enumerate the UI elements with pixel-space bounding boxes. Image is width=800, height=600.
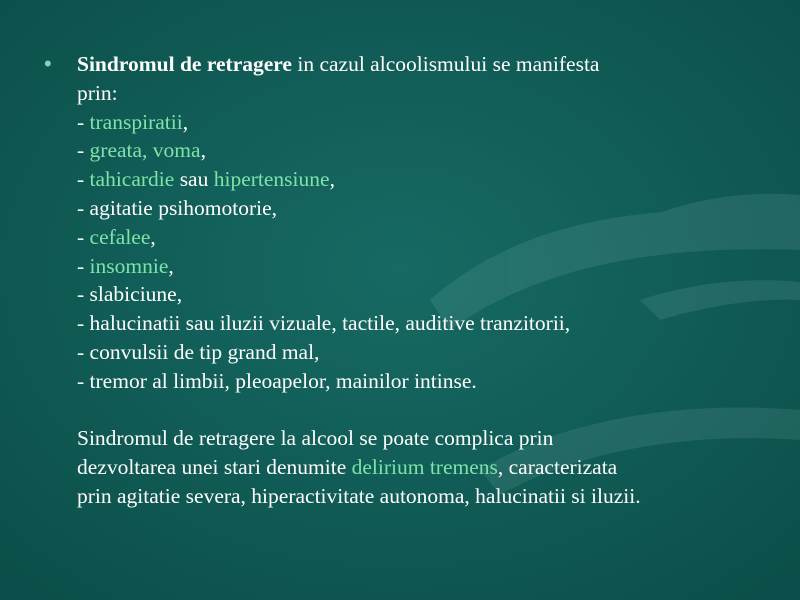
list-item-dash: - [77,224,90,249]
spacer [77,396,777,425]
symptom-list [77,108,777,396]
list-item-text: , [168,253,174,278]
list-item [77,108,777,137]
list-item-dash: - [77,368,90,393]
conclusion-line-3: prin agitatie severa, hiperactivitate autonoma, halucinatii si iluzii. [77,483,641,508]
list-item [77,367,777,396]
highlighted-term: cefalee [89,224,151,249]
list-item [77,338,777,367]
highlighted-term: tahicardie [89,167,175,192]
list-item-text: , [182,109,189,134]
list-item-dash: - [77,339,90,364]
conclusion-text: dezvoltarea unei stari denumite [77,455,352,480]
list-item [77,194,777,223]
list-item-dash: - [77,167,90,192]
list-item [77,136,777,165]
intro-continuation: prin: [77,80,118,105]
list-item-text: halucinatii sau iluzii vizuale, tactile, auditive tranzitorii, [89,311,571,336]
list-item-dash: - [77,311,90,336]
list-item-text: convulsii de tip grand mal, [89,339,320,364]
intro-line [77,50,777,79]
intro-bold-term: Sindromul de retragere [77,52,292,76]
delirium-tremens-term: delirium tremens [351,455,498,480]
list-item-text: slabiciune, [89,282,183,307]
list-item [77,309,777,338]
list-item [77,165,777,194]
list-item-text: agitatie psihomotorie, [89,195,278,220]
highlighted-term: transpiratii [89,109,183,134]
highlighted-term: insomnie [89,253,169,278]
bullet-dot-icon: • [44,51,52,76]
list-item [77,223,777,252]
conclusion-line-1: Sindromul de retragere la alcool se poate complica prin [77,426,554,451]
intro-rest: in cazul alcoolismului se manifesta [291,52,600,76]
list-item-dash: - [77,253,90,278]
list-item-text: , [200,138,206,163]
highlighted-term: greata, voma [89,138,201,163]
list-item-text: , [329,167,335,192]
list-item-text: sau [174,167,214,192]
list-item-dash: - [77,282,90,307]
list-item-text: , [150,224,156,249]
list-item [77,280,777,309]
list-item-dash: - [77,195,90,220]
list-item [77,252,777,281]
slide-content [77,50,777,511]
highlighted-term: hipertensiune [213,167,330,192]
list-item-dash: - [77,138,90,163]
conclusion-text: , caracterizata [497,455,618,480]
list-item-text: tremor al limbii, pleoapelor, mainilor intinse. [89,368,477,393]
list-item-dash: - [77,109,90,134]
conclusion-line-2 [77,453,777,482]
